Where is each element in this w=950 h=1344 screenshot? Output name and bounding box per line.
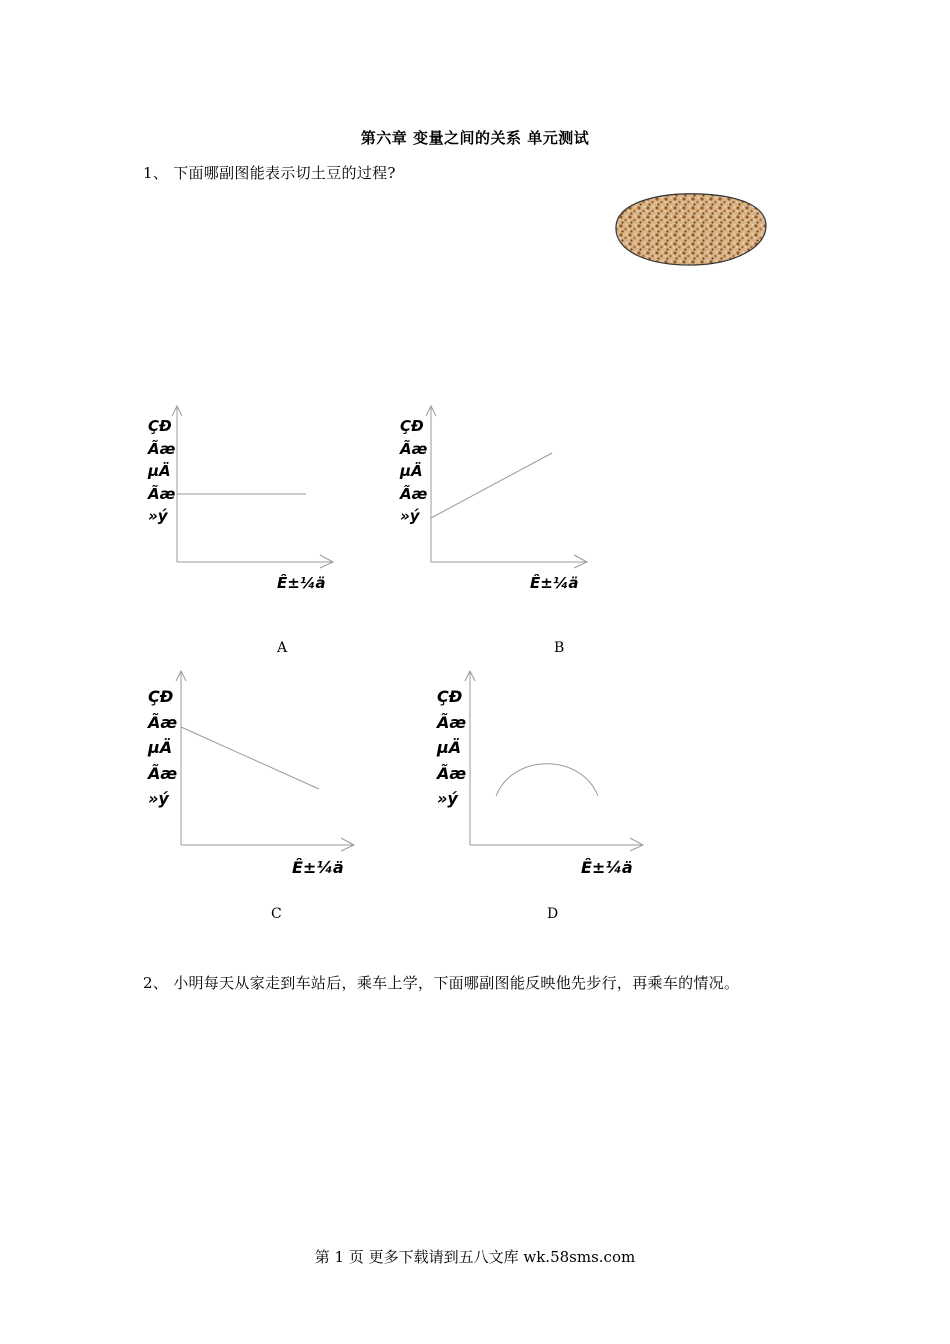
graph-b-plot	[414, 400, 594, 570]
graph-c-option: C	[271, 906, 282, 922]
graph-d-y-label: ÇÐ Ãæ µÄ Ãæ »ý	[437, 687, 467, 808]
graph-b-x-label: Ê±¼ä	[530, 574, 579, 592]
question-2: 2、 小明每天从家走到车站后，乘车上学，下面哪副图能反映他先步行，再乘车的情况。	[143, 974, 740, 992]
graph-b-option: B	[554, 640, 565, 656]
graph-c-x-label: Ê±¼ä	[292, 858, 344, 877]
graph-c-plot	[164, 665, 364, 855]
question-1: 1、 下面哪副图能表示切土豆的过程?	[143, 164, 396, 182]
page-footer: 第 1 页 更多下载请到五八文库 wk.58sms.com	[314, 1248, 636, 1266]
graph-a-y-label: ÇÐ Ãæ µÄ Ãæ »ý	[148, 417, 176, 525]
graph-a-plot	[160, 400, 340, 570]
graph-c-y-label: ÇÐ Ãæ µÄ Ãæ »ý	[148, 687, 178, 808]
graph-d-option: D	[547, 906, 559, 922]
graph-b-curve	[431, 453, 552, 518]
potato-icon	[610, 188, 770, 268]
graph-b-y-label: ÇÐ Ãæ µÄ Ãæ »ý	[400, 417, 428, 525]
graph-a-option: A	[277, 640, 288, 656]
graph-d-plot	[453, 665, 653, 855]
page-title: 第六章 变量之间的关系 单元测试	[360, 129, 590, 147]
graph-c-curve	[181, 727, 319, 789]
graph-d-x-label: Ê±¼ä	[581, 858, 633, 877]
graph-d-curve	[496, 764, 598, 796]
graph-a-x-label: Ê±¼ä	[277, 574, 326, 592]
